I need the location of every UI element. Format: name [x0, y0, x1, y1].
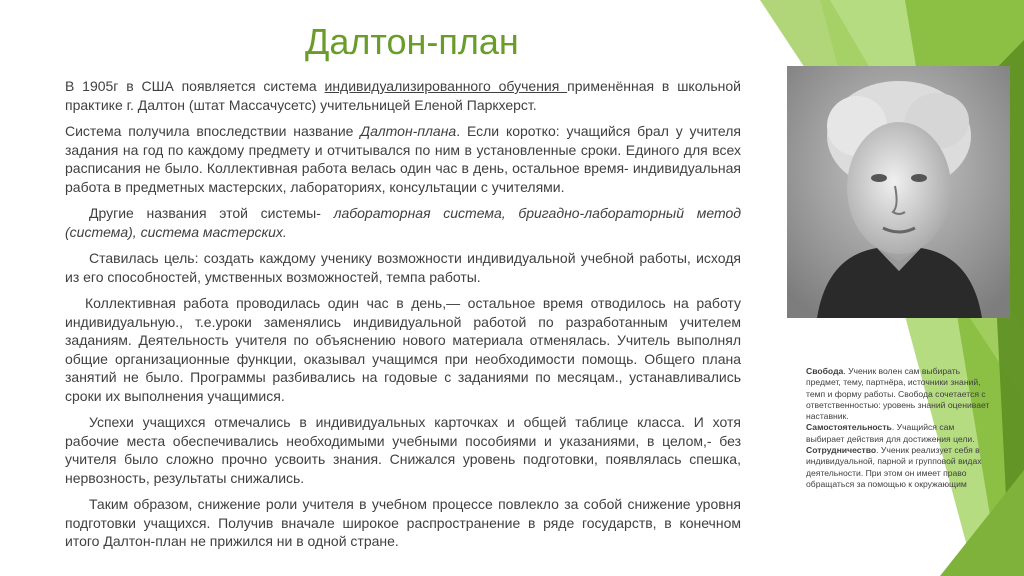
paragraph-intro	[65, 77, 741, 114]
text-segment: Система получила впоследствии название	[65, 123, 361, 139]
paragraph-results: Успехи учащихся отмечались в индивидуальных карточках и общей таблице класса. И хотя рабочие места обеспечивались необходимыми учебными пособиями и указаниями, в целом,- без учителя было сложно прочно усвоить знания. Снижался уровень подготовки, появлялась спешка, нервозность, результаты снижались.	[65, 414, 741, 486]
paragraph-other-names	[65, 204, 741, 241]
paragraph-goal: Ставилась цель: создать каждому ученику возможности индивидуальной учебной работы, исходя из его способностей, умственных возможностей, темпа работы.	[65, 250, 741, 285]
principle-cooperation	[806, 445, 990, 490]
main-text	[65, 77, 741, 559]
principle-term: Свобода	[806, 366, 844, 376]
principle-text: . Ученик реализует себя в индивидуальной, парной и групповой видах деятельности. При этом он имеет право обращаться за помощью к окружающим	[806, 445, 982, 489]
text-segment: . Если коротко: учащийся брал у учителя задания на год по каждому предмету и отчитывался по ним в установленные сроки. Единого для всех расписания не было. Коллективная работа велась один час в день, остальное время- индивидуальная работа в предметных мастерских, лабораториях, консультации с учителями.	[65, 123, 741, 195]
text-segment: применённая в школьной практике г. Далтон (штат Массачусетс) учительницей Еленой Паркхерст.	[65, 78, 741, 113]
principle-independence	[806, 422, 990, 445]
underlined-term: индивидуализированного обучения	[324, 78, 568, 94]
paragraph-conclusion: Таким образом, снижение роли учителя в учебном процессе повлекло за собой снижение уровня подготовки учащихся. Получив вначале широкое распространение в ряде государств, в конечном итого Далтон-план не прижился ни в одной стране.	[65, 496, 741, 549]
text-segment: Другие названия этой системы-	[89, 205, 334, 221]
italic-term: Далтон-плана	[360, 123, 457, 139]
principle-freedom	[806, 366, 990, 422]
principle-term: Самостоятельность	[806, 422, 892, 433]
italic-term: лабораторная система, бригадно-лабораторный метод (система), система мастерских.	[65, 205, 741, 240]
paragraph-collective: Коллективная работа проводилась один час в день,— остальное время отводилось на работу индивидуальную., т.е.уроки заменялись индивидуальной работой по разработанным учителем заданиям. Деятельность учителя по объяснению нового материала отменялась. Учитель выполнял общие организационные функции, оказывал учащимся при необходимости помощь. Общего плана занятий не было. Программы разбивались на годовые с заданиями по месяцам., устанавливались сроки их выполнения учащимися.	[65, 295, 741, 404]
portrait-photo	[787, 66, 1010, 318]
slide-title: Далтон-план	[305, 21, 519, 62]
principle-term: Сотрудничество	[806, 445, 877, 456]
principle-text: . Учащийся сам выбирает действия для достижения цели.	[806, 422, 975, 444]
principle-text: . Ученик волен сам выбирать предмет, тему, партнёра, источники знаний, темп и форму работы. Свобода сочетается с ответственностью: уровень знаний оценивает наставник.	[806, 366, 990, 422]
principles-list	[806, 366, 990, 490]
paragraph-system	[65, 122, 741, 196]
text-segment: В 1905г в США появляется система	[65, 78, 325, 94]
